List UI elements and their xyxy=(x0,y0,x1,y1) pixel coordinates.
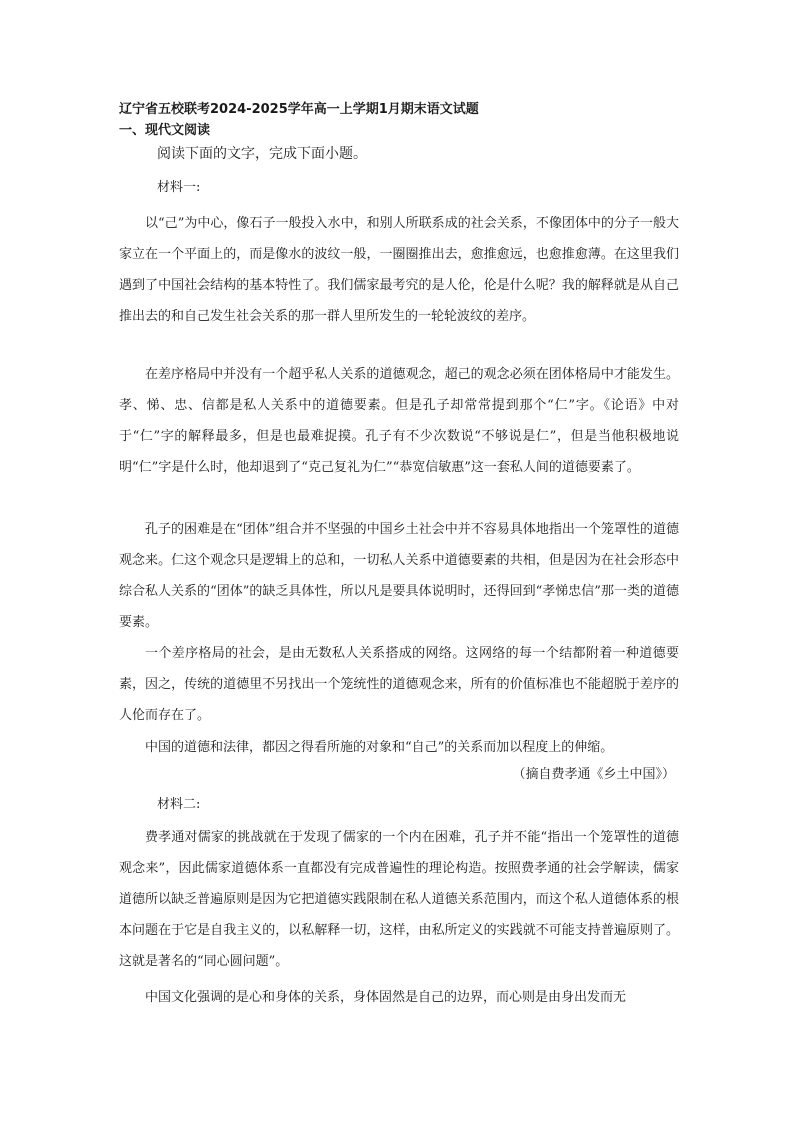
material-two-paragraph: 中国文化强调的是心和身体的关系，身体固然是自己的边界，而心则是由身出发而无 xyxy=(145,990,627,1005)
section-heading: 一、现代文阅读 xyxy=(119,123,211,138)
material-one-paragraph: 以“己”为中心，像石子一般投入水中，和别人所联系成的社会关系，不像团体中的分子一般大家立在一个平面上的，而是像水的波纹一般，一圈圈推出去，愈推愈远，也愈推愈薄。在这里我们遇到了中国社会结构的基本特性了。我们儒家最考究的是人伦，伦是什么呢？我的解释就是从自己推出去的和自己发生社会关系的那一群人里所发生的一轮轮波纹的差序。 xyxy=(119,216,679,324)
material-one-paragraph: 一个差序格局的社会，是由无数私人关系搭成的网络。这网络的每一个结都附着一种道德要素，因之，传统的道德里不另找出一个笼统性的道德观念来，所有的价值标准也不能超脱于差序的人伦而存在了。 xyxy=(119,646,679,723)
material-two-label: 材料二: xyxy=(157,797,201,812)
source-citation: （摘自费孝通《乡土中国》） xyxy=(512,767,675,782)
instruction-text: 阅读下面的文字，完成下面小题。 xyxy=(157,146,367,162)
material-one-label: 材料一: xyxy=(157,180,201,195)
material-one-paragraph: 孔子的困难是在“团体”组合并不坚强的中国乡土社会中并不容易具体地指出一个笼罩性的道德观念来。仁这个观念只是逻辑上的总和，一切私人关系中道德要素的共相，但是因为在社会形态中综合私人关系的“团体”的缺乏具体性，所以凡是要具体说明时，还得回到“孝悌忠信”那一类的道德要素。 xyxy=(119,522,679,630)
material-one-paragraph: 中国的道德和法律，都因之得看所施的对象和“自己”的关系而加以程度上的伸缩。 xyxy=(145,740,614,755)
material-one-paragraph: 在差序格局中并没有一个超乎私人关系的道德观念，超己的观念必须在团体格局中才能发生。孝、悌、忠、信都是私人关系中的道德要素。但是孔子却常常提到那个“仁”字。《论语》中对于“仁”字的解释最多，但是也最难捉摸。孔子有不少次数说“不够说是仁”，但是当他积极地说明“仁”字是什么时，他却退到了“克己复礼为仁”“恭宽信敏惠”这一套私人间的道德要素了。 xyxy=(119,367,679,475)
exam-title: 辽宁省五校联考2024-2025学年高一上学期1月期末语文试题 xyxy=(119,102,479,117)
material-two-paragraph: 费孝通对儒家的挑战就在于发现了儒家的一个内在困难，孔子并不能“指出一个笼罩性的道德观念来”，因此儒家道德体系一直都没有完成普遍性的理论构造。按照费孝通的社会学解读，儒家道德所以缺乏普遍原则是因为它把道德实践限制在私人道德关系范围内，而这个私人道德体系的根本问题在于它是自我主义的，以私解释一切，这样，由私所定义的实践就不可能支持普遍原则了。这就是著名的“同心圆问题”。 xyxy=(119,830,679,969)
